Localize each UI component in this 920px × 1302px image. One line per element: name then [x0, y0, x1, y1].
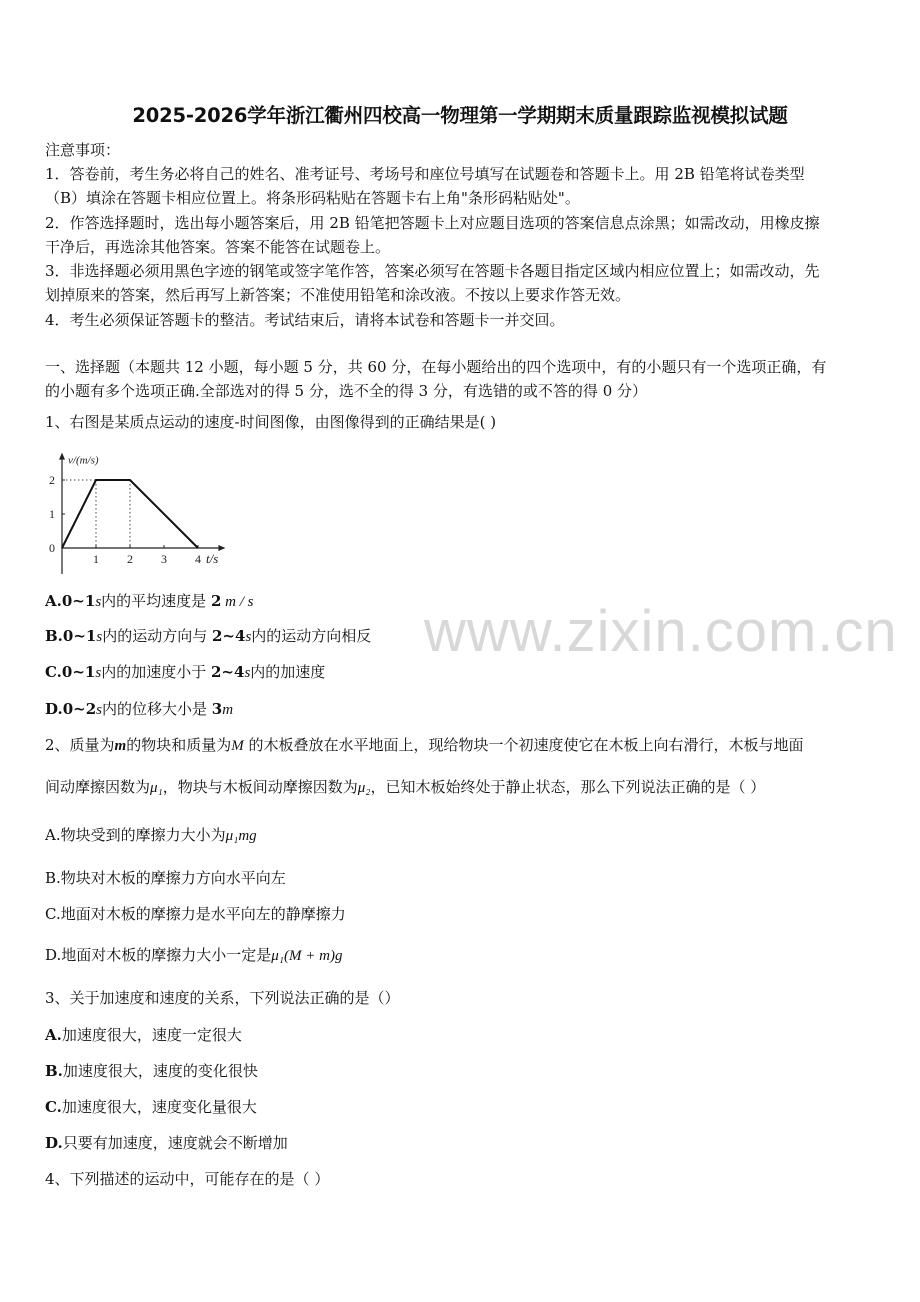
q1-stem: 1、右图是某质点运动的速度-时间图像，由图像得到的正确结果是( ): [45, 413, 497, 431]
notice-line: 干净后，再选涂其他答案。答案不能答在试题卷上。: [45, 238, 391, 256]
q3-option-c[interactable]: C.加速度很大，速度变化量很大: [45, 1098, 257, 1116]
velocity-series-line: [62, 480, 198, 548]
notice-line: 划掉原来的答案，然后再写上新答案；不准使用铅笔和涂改液。不按以上要求作答无效。: [45, 286, 631, 304]
x-tick-label: 2: [127, 552, 133, 566]
q3-option-a[interactable]: A.加速度很大，速度一定很大: [45, 1026, 242, 1044]
notice-line: 4．考生必须保证答题卡的整洁。考试结束后，请将本试卷和答题卡一并交回。: [45, 311, 565, 329]
x-axis-label: t/s: [206, 551, 219, 566]
q3-stem: 3、关于加速度和速度的关系，下列说法正确的是（）: [45, 989, 400, 1007]
x-tick-label: 4: [195, 552, 201, 566]
notice-heading: 注意事项：: [45, 141, 121, 159]
q2-option-d[interactable]: D.地面对木板的摩擦力大小一定是μ₁(M + m)g: [45, 946, 343, 964]
y-tick-label: 2: [49, 473, 55, 487]
q4-stem: 4、下列描述的运动中，可能存在的是（ ）: [45, 1170, 330, 1188]
velocity-time-graph: [40, 444, 250, 580]
section-heading-line: 一、选择题（本题共 12 小题，每小题 5 分，共 60 分，在每小题给出的四个选项中，有的小题只有一个选项正确，有: [45, 358, 827, 376]
q1-option-a[interactable]: A.0~1s内的平均速度是 2 m / s: [45, 592, 254, 610]
y-tick-label: 0: [49, 541, 55, 555]
q2-option-a[interactable]: A.物块受到的摩擦力大小为μ₁mg: [45, 826, 257, 844]
watermark: www.zixin.com.cn: [424, 599, 898, 664]
section-heading-line: 的小题有多个选项正确.全部选对的得 5 分，选不全的得 3 分，有选错的或不答的得 0 分）: [45, 382, 648, 400]
q3-option-d[interactable]: D.只要有加速度，速度就会不断增加: [45, 1134, 288, 1152]
q1-option-d[interactable]: D.0~2s内的位移大小是 3m: [45, 700, 234, 718]
notice-line: （B）填涂在答题卡相应位置上。将条形码粘贴在答题卡右上角"条形码粘贴处"。: [45, 189, 580, 207]
q3-option-b[interactable]: B.加速度很大，速度的变化很快: [45, 1062, 258, 1080]
notice-line: 3．非选择题必须用黑色字迹的钢笔或签字笔作答，答案必须写在答题卡各题目指定区域内相应位置上；如需改动，先: [45, 262, 820, 280]
x-tick-label: 1: [93, 552, 99, 566]
x-axis-arrow: [218, 545, 225, 551]
q1-option-b[interactable]: B.0~1s内的运动方向与 2~4s内的运动方向相反: [45, 627, 372, 645]
q2-stem-line1: 2、质量为m的物块和质量为M 的木板叠放在水平地面上，现给物块一个初速度使它在木板上向右滑行，木板与地面: [45, 736, 804, 754]
notice-line: 2．作答选择题时，选出每小题答案后，用 2B 铅笔把答题卡上对应题目选项的答案信息点涂黑；如需改动，用橡皮擦: [45, 214, 820, 232]
y-axis-label: v/(m/s): [68, 454, 99, 467]
q2-option-b[interactable]: B.物块对木板的摩擦力方向水平向左: [45, 869, 286, 887]
page-title: 2025-2026学年浙江衢州四校高一物理第一学期期末质量跟踪监视模拟试题: [132, 104, 788, 127]
y-axis-arrow: [59, 453, 65, 460]
q1-option-c[interactable]: C.0~1s内的加速度小于 2~4s内的加速度: [45, 663, 326, 681]
q2-option-c[interactable]: C.地面对木板的摩擦力是水平向左的静摩擦力: [45, 905, 346, 923]
q2-stem-line2: 间动摩擦因数为μ₁，物块与木板间动摩擦因数为μ₂，已知木板始终处于静止状态，那么下列说法正确的是（ ）: [45, 778, 766, 796]
notice-line: 1．答卷前，考生务必将自己的姓名、准考证号、考场号和座位号填写在试题卷和答题卡上。用 2B 铅笔将试卷类型: [45, 165, 805, 183]
x-tick-label: 3: [161, 552, 167, 566]
y-tick-label: 1: [49, 507, 55, 521]
